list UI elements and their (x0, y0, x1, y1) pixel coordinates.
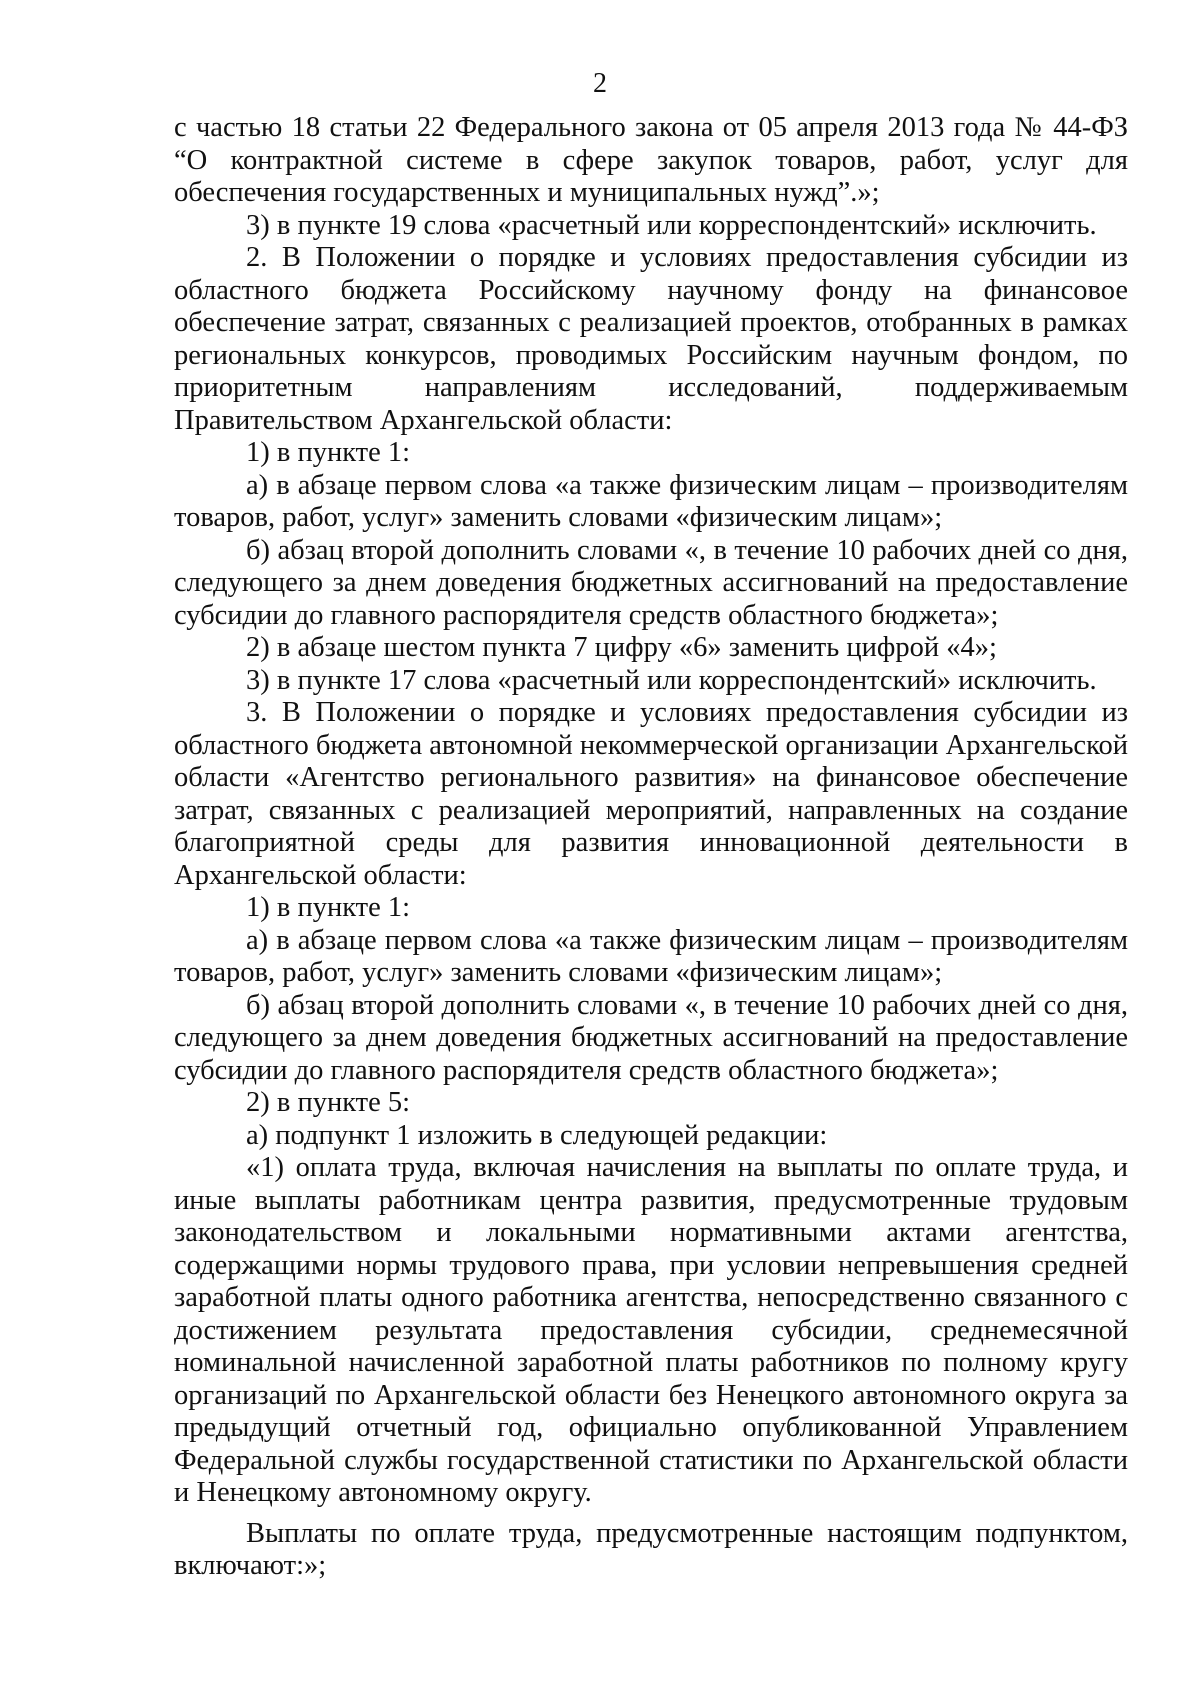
paragraph: 1) в пункте 1: (246, 892, 411, 923)
paragraph: а) подпункт 1 изложить в следующей редакции: (246, 1119, 828, 1151)
paragraph: 3) в пункте 19 слова «расчетный или корреспондентский» исключить. (246, 209, 1097, 241)
paragraph: б) абзац второй дополнить словами «, в течение 10 рабочих дней со дня, следующего за днем доведения бюджетных ассигнований на предоставление субсидии до главного распорядителя средств областного бюджета»; (174, 989, 1128, 1086)
paragraph: б) абзац второй дополнить словами «, в течение 10 рабочих дней со дня, следующего за днем доведения бюджетных ассигнований на предоставление субсидии до главного распорядителя средств областного бюджета»; (174, 534, 1128, 631)
paragraph: 3. В Положении о порядке и условиях предоставления субсидии из областного бюджета автономной некоммерческой организации Архангельской области «Агентство регионального развития» на финансовое обеспечение затрат, связанных с реализацией мероприятий, направленных на создание благоприятной среды для развития инновационной деятельности в Архангельской области: (174, 697, 1128, 891)
document-body (174, 112, 1128, 1583)
paragraph: Выплаты по оплате труда, предусмотренные настоящим подпунктом, включают:»; (174, 1517, 1128, 1581)
paragraph: 2) в абзаце шестом пункта 7 цифру «6» заменить цифрой «4»; (246, 632, 997, 663)
paragraph: «1) оплата труда, включая начисления на выплаты по оплате труда, и иные выплаты работникам центра развития, предусмотренные трудовым законодательством и локальными нормативными актами агентства, содержащими нормы трудового права, при условии непревышения средней заработной платы одного работника агентства, непосредственно связанного с достижением результата предоставления субсидии, среднемесячной номинальной начисленной заработной платы работников по полному кругу организаций по Архангельской области без Ненецкого автономного округа за предыдущий отчетный год, официально опубликованной Управлением Федеральной службы государственной статистики по Архангельской области и Ненецкому автономному округу. (174, 1152, 1128, 1508)
paragraph: 3) в пункте 17 слова «расчетный или корреспондентский» исключить. (246, 664, 1097, 696)
paragraph: а) в абзаце первом слова «а также физическим лицам – производителям товаров, работ, услуг» заменить словами «физическим лицам»; (174, 469, 1128, 533)
paragraph: 2) в пункте 5: (246, 1087, 411, 1118)
paragraph: а) в абзаце первом слова «а также физическим лицам – производителям товаров, работ, услуг» заменить словами «физическим лицам»; (174, 924, 1128, 988)
paragraph: 1) в пункте 1: (246, 437, 411, 468)
paragraph-continuation: с частью 18 статьи 22 Федерального закона от 05 апреля 2013 года № 44-ФЗ “О контрактной системе в сфере закупок товаров, работ, услуг для обеспечения государственных и муниципальных нужд”.»; (174, 112, 1128, 208)
page-number: 2 (593, 68, 607, 99)
paragraph: 2. В Положении о порядке и условиях предоставления субсидии из областного бюджета Российскому научному фонду на финансовое обеспечение затрат, связанных с реализацией проектов, отобранных в рамках региональных конкурсов, проводимых Российским научным фондом, по приоритетным направлениям исследований, поддерживаемым Правительством Архангельской области: (174, 242, 1128, 436)
